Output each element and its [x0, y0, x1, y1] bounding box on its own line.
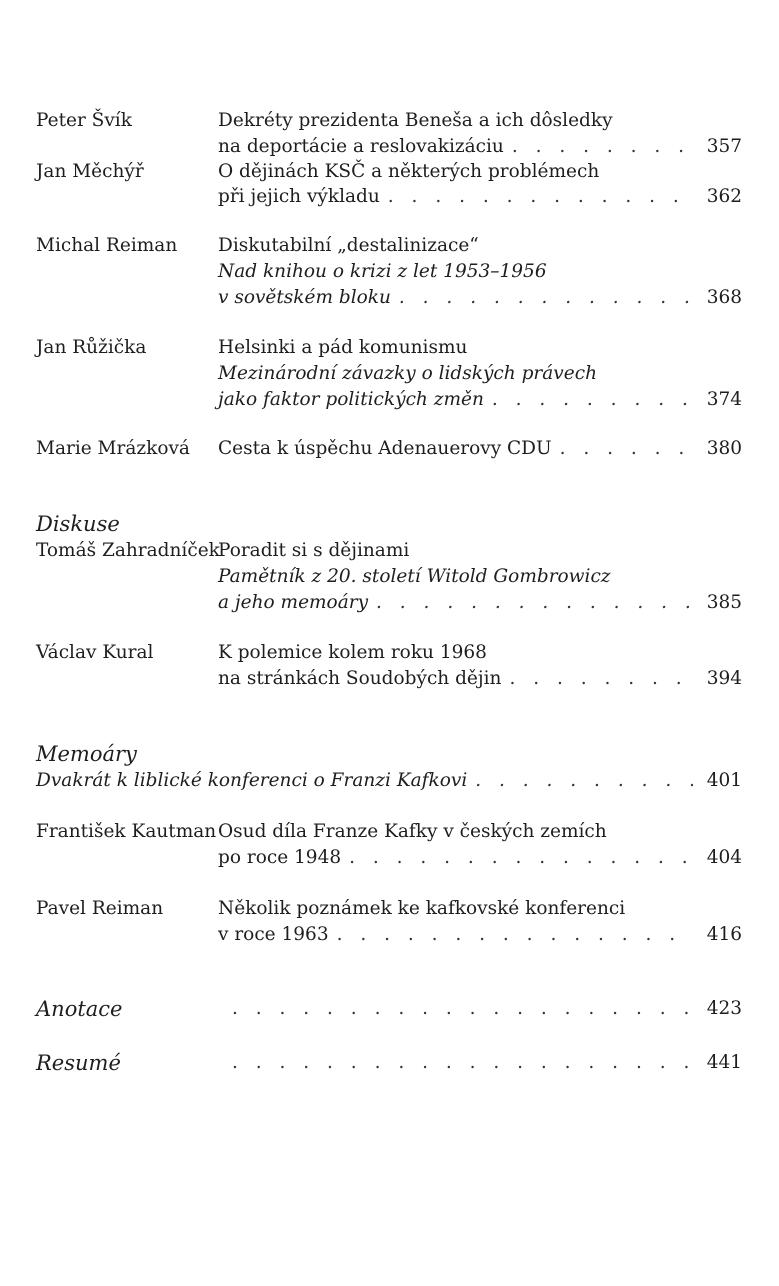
entry-subtitle-last-line: jako faktor politických změn: [218, 389, 484, 410]
entry-title-last-line: na stránkách Soudobých dějin: [218, 668, 502, 689]
section-heading-resume: Resumé: [36, 1051, 121, 1075]
entry-title: Helsinki a pád komunismu: [218, 337, 468, 358]
author-name: Michal Reiman: [36, 235, 178, 256]
entry-title: Dekréty prezidenta Beneša a ich dôsledky: [218, 110, 613, 131]
toc-leader-line: [218, 134, 742, 160]
toc-leader-line: [218, 666, 742, 692]
entry-title: Osud díla Franze Kafky v českých zemích: [218, 821, 607, 842]
toc-leader-line: [218, 184, 742, 210]
leader-dots: [475, 768, 692, 794]
section-heading-diskuse: Diskuse: [36, 512, 120, 536]
page-number: 394: [706, 668, 742, 689]
toc-leader-line: [218, 996, 742, 1022]
author-name: Peter Švík: [36, 110, 132, 131]
author-name: Tomáš Zahradníček: [36, 540, 220, 561]
page-number: 441: [706, 1052, 742, 1073]
entry-title-last-line: při jejich výkladu: [218, 186, 380, 207]
page-number: 404: [706, 847, 742, 868]
section-intro-title: Dvakrát k liblické konferenci o Franzi Kafkovi: [36, 770, 468, 791]
entry-title: Několik poznámek ke kafkovské konferenci: [218, 898, 626, 919]
leader-dots: [560, 436, 693, 462]
leader-dots: [376, 590, 693, 616]
leader-dots: [399, 285, 693, 311]
author-name: Jan Měchýř: [36, 161, 144, 182]
toc-leader-line: [218, 922, 742, 948]
entry-title: O dějinách KSČ a některých problémech: [218, 161, 600, 182]
section-heading-anotace: Anotace: [36, 997, 123, 1021]
entry-title-last-line: na deportácie a reslovakizáciu: [218, 136, 504, 157]
leader-dots: [388, 184, 693, 210]
leader-dots: [512, 134, 693, 160]
entry-subtitle: Pamětník z 20. století Witold Gombrowicz: [218, 566, 611, 587]
leader-dots: [509, 666, 692, 692]
section-heading-memoary: Memoáry: [36, 742, 137, 766]
author-name: Marie Mrázková: [36, 438, 190, 459]
toc-leader-line: [36, 768, 742, 794]
page-number: 368: [706, 287, 742, 308]
entry-subtitle: Mezinárodní závazky o lidských právech: [218, 363, 597, 384]
page-number: 423: [706, 998, 742, 1019]
page-number: 385: [706, 592, 742, 613]
page-number: 380: [706, 438, 742, 459]
leader-dots: [337, 922, 693, 948]
entry-title: Diskutabilní „destalinizace“: [218, 235, 479, 256]
leader-dots: [232, 1050, 693, 1076]
page-number: 401: [706, 770, 742, 791]
entry-subtitle: Nad knihou o krizi z let 1953–1956: [218, 261, 547, 282]
entry-title: K polemice kolem roku 1968: [218, 642, 487, 663]
entry-title: Poradit si s dějinami: [218, 540, 410, 561]
page-number: 357: [706, 136, 742, 157]
toc-leader-line: [218, 590, 742, 616]
page-number: 374: [706, 389, 742, 410]
entry-title-last-line: po roce 1948: [218, 847, 342, 868]
author-name: Jan Růžička: [36, 337, 147, 358]
toc-leader-line: [218, 845, 742, 871]
leader-dots: [349, 845, 693, 871]
author-name: Pavel Reiman: [36, 898, 164, 919]
author-name: František Kautman: [36, 821, 217, 842]
leader-dots: [232, 996, 693, 1022]
entry-title: Cesta k úspěchu Adenauerovy CDU: [218, 438, 552, 459]
toc-leader-line: [218, 1050, 742, 1076]
page-number: 362: [706, 186, 742, 207]
toc-leader-line: [218, 436, 742, 462]
toc-leader-line: [218, 285, 742, 311]
entry-title-last-line: v roce 1963: [218, 924, 329, 945]
entry-subtitle-last-line: v sovětském bloku: [218, 287, 391, 308]
page-number: 416: [706, 924, 742, 945]
author-name: Václav Kural: [36, 642, 154, 663]
toc-leader-line: [218, 387, 742, 413]
entry-subtitle-last-line: a jeho memoáry: [218, 592, 369, 613]
leader-dots: [492, 387, 693, 413]
